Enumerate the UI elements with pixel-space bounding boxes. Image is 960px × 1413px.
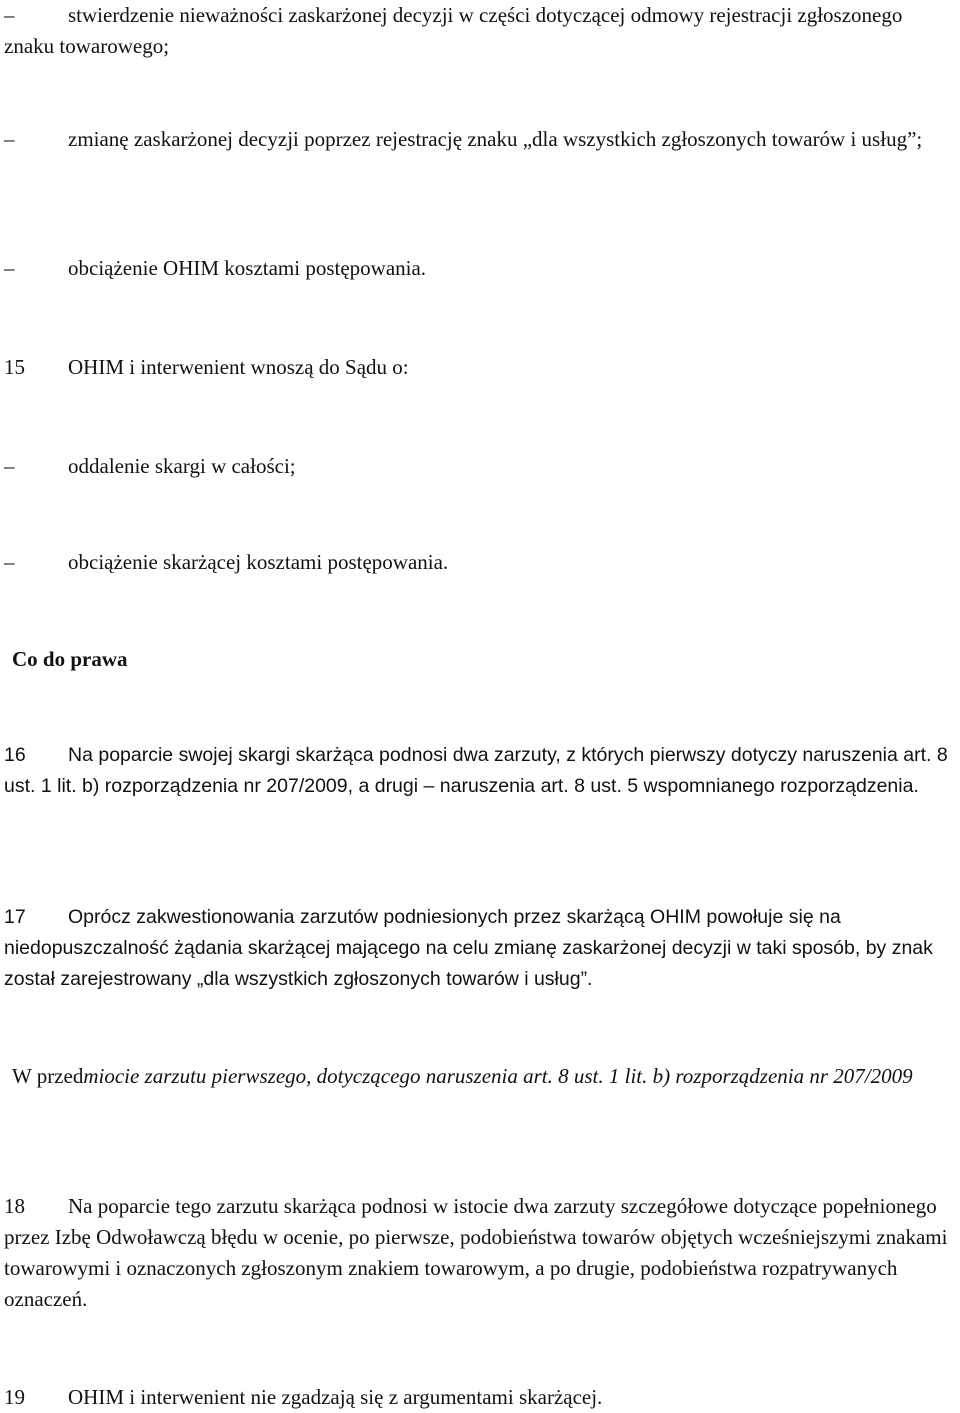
dash-marker: – [4, 256, 15, 280]
dash-marker: – [4, 454, 15, 478]
subheading-first-plea [4, 1061, 956, 1092]
paragraph-15 [4, 352, 956, 383]
paragraph-text: OHIM i interwenient nie zgadzają się z argumentami skarżącej. [68, 1385, 603, 1409]
defence-item-costs [4, 547, 956, 578]
paragraph-16 [4, 740, 956, 802]
dash-marker: – [4, 127, 15, 151]
claim-text: zmianę zaskarżonej decyzji poprzez rejestrację znaku „dla wszystkich zgłoszonych towarów i usług”; [68, 127, 923, 151]
paragraph-number: 15 [4, 355, 25, 379]
section-heading-law: Co do prawa [12, 647, 128, 671]
claim-item-costs [4, 253, 956, 284]
claim-text: stwierdzenie nieważności zaskarżonej decyzji w części dotyczącej odmowy rejestracji zgłoszonego znaku towarowego; [4, 3, 903, 58]
paragraph-text: OHIM i interwenient wnoszą do Sądu o: [68, 355, 409, 379]
dash-marker: – [4, 550, 15, 574]
paragraph-number: 18 [4, 1194, 25, 1218]
paragraph-18 [4, 1191, 956, 1315]
claim-text: obciążenie OHIM kosztami postępowania. [68, 256, 427, 280]
subheading-upright-part: W przed [12, 1064, 84, 1088]
paragraph-number: 16 [4, 744, 26, 766]
defence-text: oddalenie skargi w całości; [68, 454, 296, 478]
paragraph-text: Na poparcie swojej skargi skarżąca podnosi dwa zarzuty, z których pierwszy dotyczy naruszenia art. 8 ust. 1 lit. b) rozporządzenia nr 207/2009, a drugi – naruszenia art. 8 ust. 5 wspomnianego rozporządzenia. [4, 744, 948, 797]
paragraph-text: Na poparcie tego zarzutu skarżąca podnosi w istocie dwa zarzuty szczegółowe dotyczące popełnionego przez Izbę Odwoławczą błędu w ocenie, po pierwsze, podobieństwa towarów objętych wcześniejszymi znakami towarowymi i oznaczonych zgłoszonym znakiem towarowym, a po drugie, podobieństwa rozpatrywanych oznaczeń. [4, 1194, 948, 1311]
subheading-italic-part: miocie zarzutu pierwszego, dotyczącego naruszenia art. 8 ust. 1 lit. b) rozporządzenia nr 207/2009 [83, 1064, 913, 1088]
paragraph-text: Oprócz zakwestionowania zarzutów podniesionych przez skarżącą OHIM powołuje się na niedopuszczalność żądania skarżącej mającego na celu zmianę zaskarżonej decyzji w taki sposób, by znak został zarejestrowany „dla wszystkich zgłoszonych towarów i usług”. [4, 906, 933, 990]
paragraph-number: 17 [4, 906, 26, 928]
defence-item-dismiss [4, 451, 956, 482]
paragraph-19 [4, 1382, 956, 1413]
claim-item-alteration [4, 124, 956, 155]
paragraph-17 [4, 902, 956, 995]
paragraph-number: 19 [4, 1385, 25, 1409]
dash-marker: – [4, 3, 15, 27]
defence-text: obciążenie skarżącej kosztami postępowania. [68, 550, 449, 574]
claim-item-annulment [4, 0, 956, 62]
